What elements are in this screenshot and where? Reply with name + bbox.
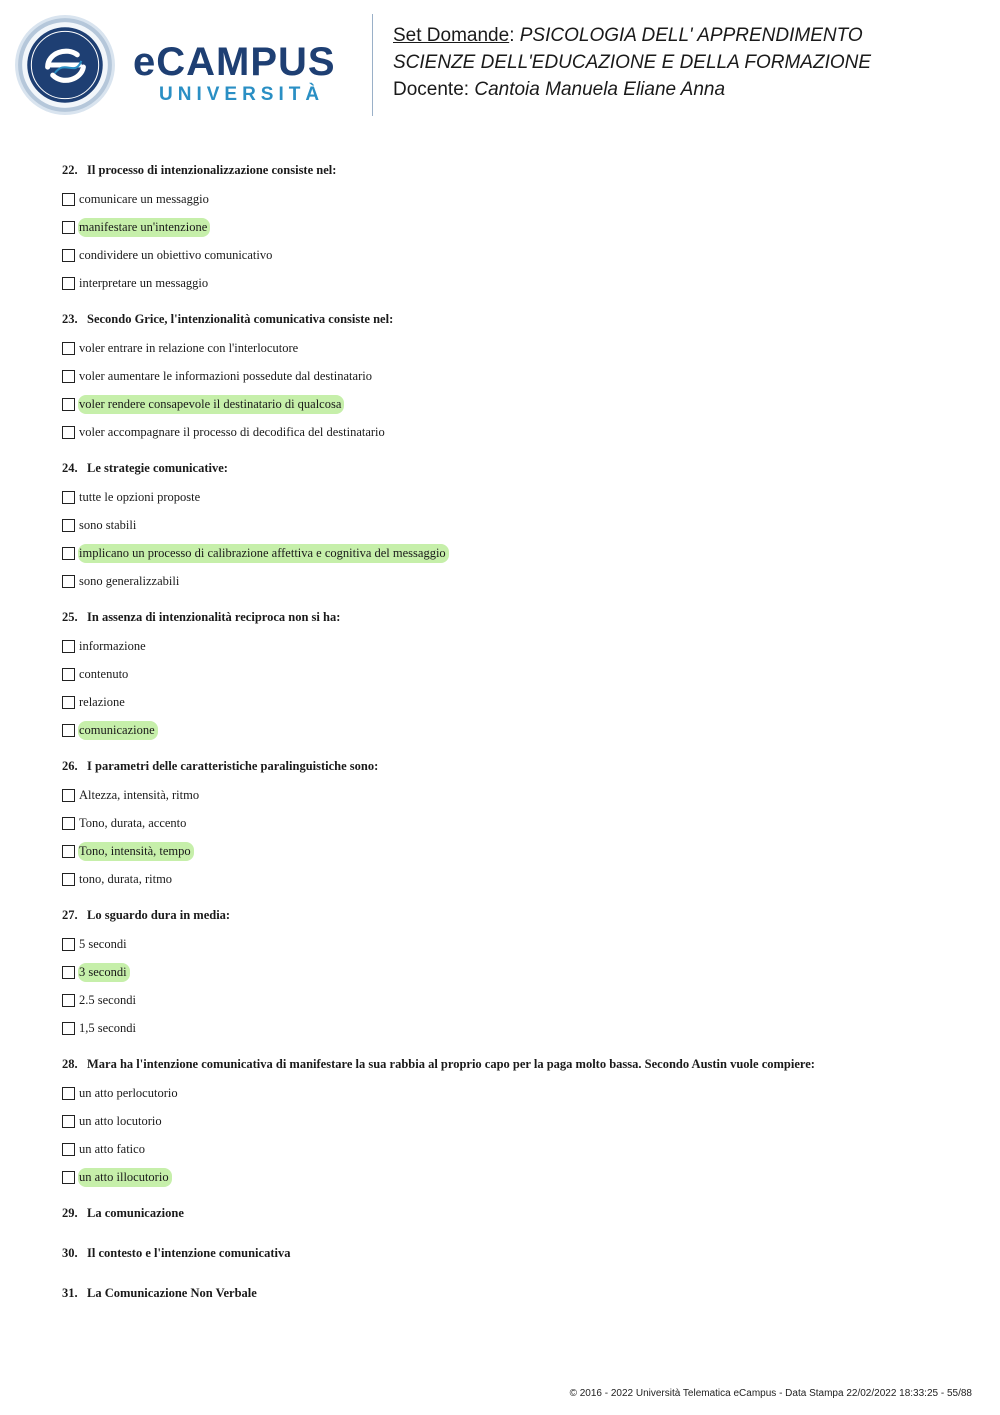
checkbox-icon[interactable] bbox=[62, 1143, 75, 1156]
correct-answer-label: comunicazione bbox=[78, 721, 158, 740]
question-list bbox=[62, 160, 962, 1323]
question-text: Il contesto e l'intenzione comunicativa bbox=[87, 1246, 291, 1260]
answer-option[interactable] bbox=[62, 567, 962, 595]
question-item bbox=[62, 458, 962, 595]
question-title bbox=[62, 1054, 962, 1074]
answer-label: Tono, durata, accento bbox=[79, 815, 187, 830]
checkbox-icon[interactable] bbox=[62, 277, 75, 290]
question-number: 29. bbox=[62, 1206, 78, 1220]
answer-option[interactable] bbox=[62, 1135, 962, 1163]
checkbox-icon[interactable] bbox=[62, 994, 75, 1007]
correct-answer-label: manifestare un'intenzione bbox=[78, 218, 210, 237]
checkbox-icon[interactable] bbox=[62, 1087, 75, 1100]
answer-label: voler aumentare le informazioni possedute dal destinatario bbox=[79, 368, 372, 383]
answer-option[interactable] bbox=[62, 1163, 962, 1191]
header-info bbox=[393, 22, 871, 103]
question-text: I parametri delle caratteristiche paralinguistiche sono: bbox=[87, 759, 379, 773]
checkbox-icon[interactable] bbox=[62, 640, 75, 653]
checkbox-icon[interactable] bbox=[62, 724, 75, 737]
checkbox-icon[interactable] bbox=[62, 966, 75, 979]
checkbox-icon[interactable] bbox=[62, 547, 75, 560]
answer-label: sono stabili bbox=[79, 517, 137, 532]
answer-label: voler accompagnare il processo di decodifica del destinatario bbox=[79, 424, 385, 439]
answer-label: 1,5 secondi bbox=[79, 1020, 136, 1035]
question-text: Il processo di intenzionalizzazione consiste nel: bbox=[87, 163, 337, 177]
question-text: Le strategie comunicative: bbox=[87, 461, 228, 475]
question-number: 30. bbox=[62, 1246, 78, 1260]
question-number: 25. bbox=[62, 610, 78, 624]
answer-label: condividere un obiettivo comunicativo bbox=[79, 247, 273, 262]
answer-option[interactable] bbox=[62, 539, 962, 567]
teacher-value: Cantoia Manuela Eliane Anna bbox=[474, 79, 726, 100]
answer-option[interactable] bbox=[62, 390, 962, 418]
teacher-label: Docente bbox=[393, 79, 464, 100]
checkbox-icon[interactable] bbox=[62, 575, 75, 588]
question-number: 22. bbox=[62, 163, 78, 177]
question-number: 26. bbox=[62, 759, 78, 773]
question-item bbox=[62, 756, 962, 893]
checkbox-icon[interactable] bbox=[62, 342, 75, 355]
answer-label: relazione bbox=[79, 694, 125, 709]
question-text: Lo sguardo dura in media: bbox=[87, 908, 231, 922]
answer-label: un atto fatico bbox=[79, 1141, 145, 1156]
correct-answer-label: voler rendere consapevole il destinatario di qualcosa bbox=[78, 395, 344, 414]
answer-option[interactable] bbox=[62, 185, 962, 213]
checkbox-icon[interactable] bbox=[62, 193, 75, 206]
question-title bbox=[62, 1283, 962, 1303]
answer-label: informazione bbox=[79, 638, 146, 653]
ecampus-wordmark bbox=[133, 40, 358, 106]
checkbox-icon[interactable] bbox=[62, 1022, 75, 1035]
correct-answer-label: un atto illocutorio bbox=[78, 1168, 172, 1187]
question-number: 28. bbox=[62, 1057, 78, 1071]
course-name: SCIENZE DELL'EDUCAZIONE E DELLA FORMAZIONE bbox=[393, 52, 872, 73]
set-line: Set Domande: PSICOLOGIA DELL' APPRENDIMENTO bbox=[393, 25, 863, 46]
answer-option[interactable] bbox=[62, 958, 962, 986]
answer-option[interactable] bbox=[62, 1107, 962, 1135]
question-title bbox=[62, 160, 962, 180]
answer-label: 2.5 secondi bbox=[79, 992, 136, 1007]
answer-option[interactable] bbox=[62, 418, 962, 446]
checkbox-icon[interactable] bbox=[62, 696, 75, 709]
question-text: In assenza di intenzionalità reciproca non si ha: bbox=[87, 610, 341, 624]
question-item bbox=[62, 160, 962, 297]
checkbox-icon[interactable] bbox=[62, 668, 75, 681]
answer-label: comunicare un messaggio bbox=[79, 191, 209, 206]
answer-option[interactable] bbox=[62, 362, 962, 390]
answer-label: interpretare un messaggio bbox=[79, 275, 209, 290]
header-divider bbox=[372, 14, 373, 116]
question-text: La comunicazione bbox=[87, 1206, 184, 1220]
answer-label: tono, durata, ritmo bbox=[79, 871, 173, 886]
question-item bbox=[62, 1054, 962, 1191]
question-item bbox=[62, 905, 962, 1042]
question-number: 24. bbox=[62, 461, 78, 475]
checkbox-icon[interactable] bbox=[62, 845, 75, 858]
answer-option[interactable] bbox=[62, 986, 962, 1014]
correct-answer-label: Tono, intensità, tempo bbox=[78, 842, 194, 861]
checkbox-icon[interactable] bbox=[62, 789, 75, 802]
answer-option[interactable] bbox=[62, 241, 962, 269]
answer-label: 5 secondi bbox=[79, 936, 127, 951]
answer-label: un atto locutorio bbox=[79, 1113, 162, 1128]
question-text: Secondo Grice, l'intenzionalità comunicativa consiste nel: bbox=[87, 312, 394, 326]
answer-option[interactable] bbox=[62, 483, 962, 511]
answer-option[interactable] bbox=[62, 716, 962, 744]
teacher-line: Docente: Cantoia Manuela Eliane Anna bbox=[393, 79, 726, 100]
answer-option[interactable] bbox=[62, 511, 962, 539]
answer-option[interactable] bbox=[62, 837, 962, 865]
page-header bbox=[0, 0, 1000, 130]
checkbox-icon[interactable] bbox=[62, 398, 75, 411]
answer-option[interactable] bbox=[62, 1079, 962, 1107]
page-footer: © 2016 - 2022 Università Telematica eCampus - Data Stampa 22/02/2022 18:33:25 - 55/88 bbox=[569, 1388, 972, 1399]
answer-option[interactable] bbox=[62, 809, 962, 837]
answer-option[interactable] bbox=[62, 781, 962, 809]
answer-option[interactable] bbox=[62, 334, 962, 362]
correct-answer-label: 3 secondi bbox=[78, 963, 130, 982]
answer-label: tutte le opzioni proposte bbox=[79, 489, 201, 504]
question-title bbox=[62, 458, 962, 478]
correct-answer-label: implicano un processo di calibrazione affettiva e cognitiva del messaggio bbox=[78, 544, 449, 563]
answer-label: voler entrare in relazione con l'interlocutore bbox=[79, 340, 299, 355]
checkbox-icon[interactable] bbox=[62, 519, 75, 532]
question-number: 31. bbox=[62, 1286, 78, 1300]
checkbox-icon[interactable] bbox=[62, 370, 75, 383]
answer-label: contenuto bbox=[79, 666, 129, 681]
logo-sub: UNIVERSITÀ bbox=[159, 84, 325, 105]
question-item bbox=[62, 1243, 962, 1263]
set-label: Set Domande bbox=[393, 25, 510, 46]
checkbox-icon[interactable] bbox=[62, 873, 75, 886]
question-number: 27. bbox=[62, 908, 78, 922]
answer-option[interactable] bbox=[62, 213, 962, 241]
checkbox-icon[interactable] bbox=[62, 426, 75, 439]
answer-label: un atto perlocutorio bbox=[79, 1085, 178, 1100]
set-value: PSICOLOGIA DELL' APPRENDIMENTO bbox=[519, 25, 863, 46]
answer-option[interactable] bbox=[62, 688, 962, 716]
question-title bbox=[62, 756, 962, 776]
question-item bbox=[62, 607, 962, 744]
question-item bbox=[62, 1203, 962, 1223]
logo-word: eCAMPUS bbox=[133, 40, 336, 84]
checkbox-icon[interactable] bbox=[62, 1115, 75, 1128]
checkbox-icon[interactable] bbox=[62, 817, 75, 830]
question-number: 23. bbox=[62, 312, 78, 326]
ecampus-seal-icon bbox=[14, 14, 116, 116]
answer-option[interactable] bbox=[62, 632, 962, 660]
checkbox-icon[interactable] bbox=[62, 938, 75, 951]
checkbox-icon[interactable] bbox=[62, 221, 75, 234]
answer-option[interactable] bbox=[62, 660, 962, 688]
question-title bbox=[62, 1243, 962, 1263]
question-title bbox=[62, 905, 962, 925]
answer-option[interactable] bbox=[62, 269, 962, 297]
answer-option[interactable] bbox=[62, 1014, 962, 1042]
question-title bbox=[62, 309, 962, 329]
question-item bbox=[62, 1283, 962, 1303]
question-item bbox=[62, 309, 962, 446]
question-title bbox=[62, 607, 962, 627]
question-title bbox=[62, 1203, 962, 1223]
checkbox-icon[interactable] bbox=[62, 249, 75, 262]
checkbox-icon[interactable] bbox=[62, 1171, 75, 1184]
question-text: La Comunicazione Non Verbale bbox=[87, 1286, 257, 1300]
question-text: Mara ha l'intenzione comunicativa di manifestare la sua rabbia al proprio capo per la paga molto bassa. Secondo Austin vuole compiere: bbox=[87, 1057, 815, 1071]
answer-label: Altezza, intensità, ritmo bbox=[79, 787, 200, 802]
checkbox-icon[interactable] bbox=[62, 491, 75, 504]
answer-label: sono generalizzabili bbox=[79, 573, 180, 588]
answer-option[interactable] bbox=[62, 930, 962, 958]
answer-option[interactable] bbox=[62, 865, 962, 893]
